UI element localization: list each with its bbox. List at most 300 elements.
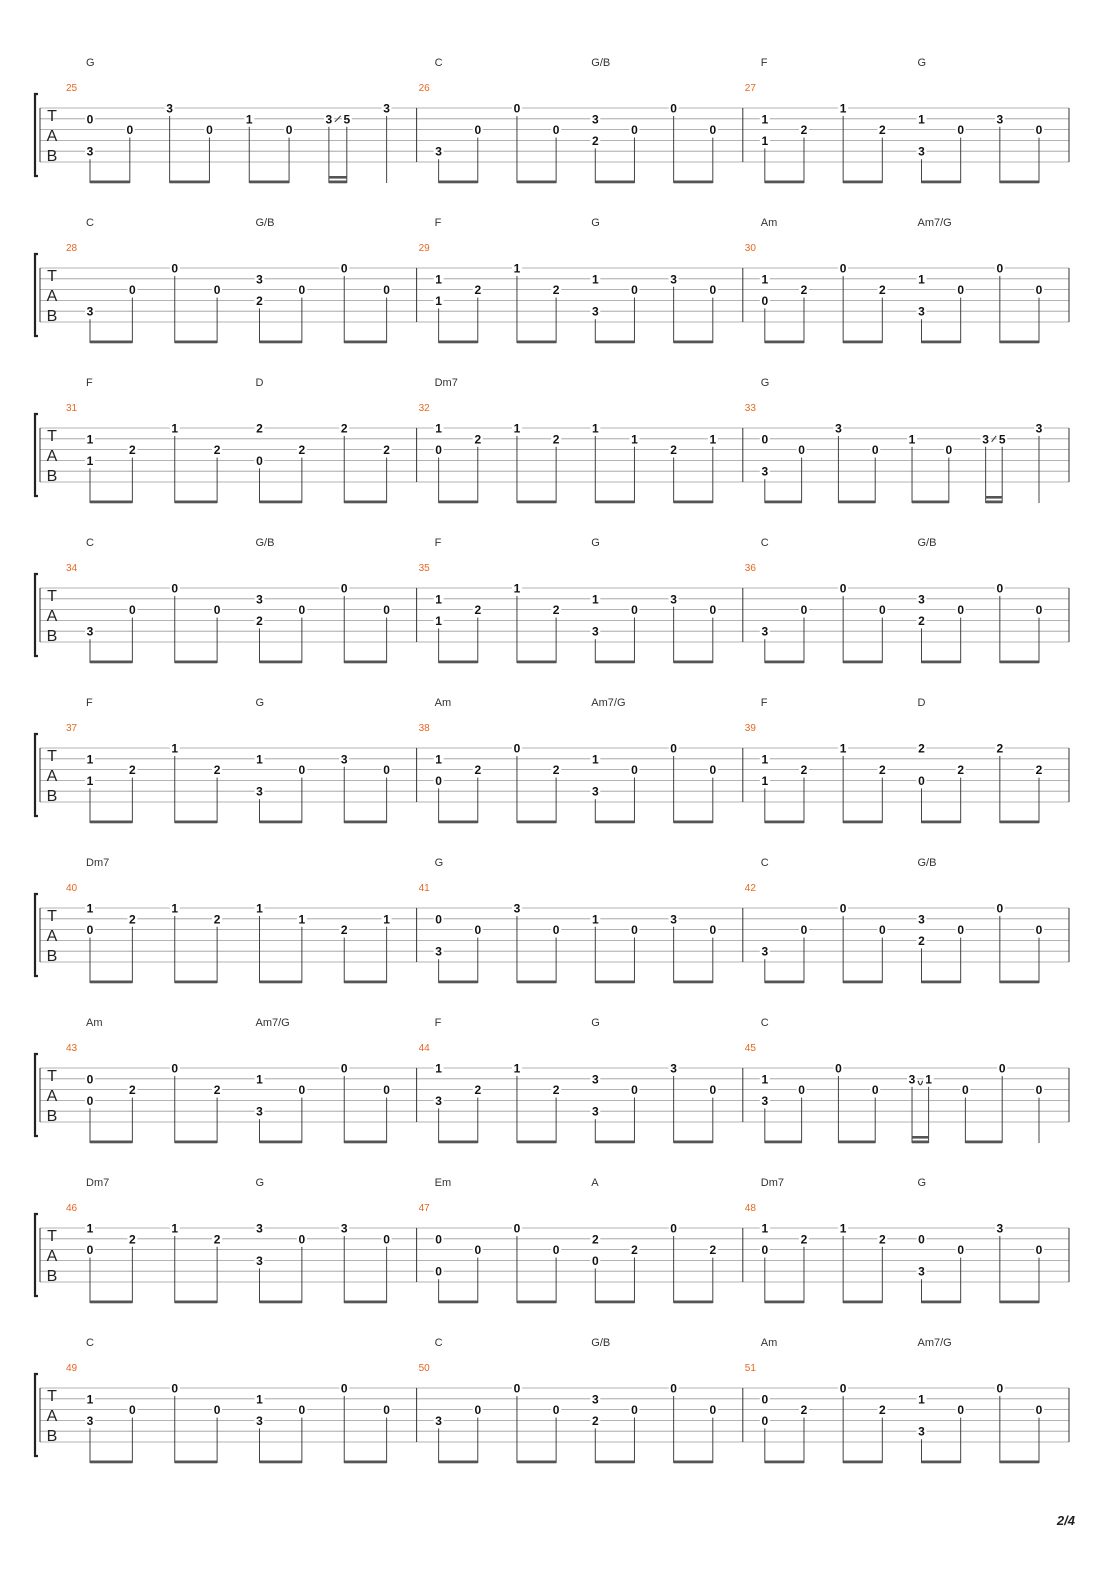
chord-name: Am: [86, 1017, 103, 1029]
fret-number: 2: [383, 443, 390, 458]
fret-number: 0: [631, 763, 638, 778]
measure-number: 37: [66, 723, 78, 734]
fret-number: 2: [1035, 763, 1043, 778]
note-beam: [170, 181, 210, 184]
fret-number: 0: [631, 283, 638, 298]
fret-number: 1: [513, 581, 521, 596]
fret-number: 0: [86, 112, 94, 127]
tab-clef-letter: A: [46, 1088, 58, 1105]
hammer-on-arc: [918, 1081, 923, 1085]
tab-clef-letter: A: [46, 128, 58, 145]
note-beam: [921, 981, 960, 984]
fret-number: 1: [925, 1072, 932, 1087]
fret-number: 0: [513, 1221, 521, 1236]
tab-clef-letter: B: [46, 1428, 58, 1445]
note-beam: [517, 341, 556, 344]
sixteenth-beam: [329, 176, 347, 179]
fret-number: 0: [839, 901, 847, 916]
measure-number: 42: [744, 883, 756, 894]
tab-clef-letter: T: [47, 748, 57, 765]
fret-number: 0: [298, 1403, 306, 1418]
fret-number: 2: [800, 1232, 808, 1247]
fret-number: 3: [256, 592, 263, 607]
fret-number: 3: [86, 1413, 94, 1428]
fret-number: 0: [839, 261, 847, 276]
fret-number: 0: [957, 283, 965, 298]
fret-number: 2: [213, 443, 221, 458]
chord-name: C: [86, 1337, 94, 1349]
fret-number: 2: [591, 1413, 599, 1428]
chord-name: G: [434, 857, 444, 869]
fret-number: 1: [513, 421, 521, 436]
fret-number: 2: [213, 912, 221, 927]
note-beam: [765, 821, 804, 824]
measure-number: 45: [744, 1043, 756, 1054]
chord-name: C: [86, 537, 94, 549]
fret-number: 3: [591, 624, 599, 639]
fret-number: 2: [878, 1403, 886, 1418]
fret-number: 0: [761, 1392, 769, 1407]
fret-number: 0: [513, 741, 521, 756]
fret-number: 1: [839, 741, 847, 756]
fret-number: 2: [709, 1243, 717, 1258]
note-beam: [90, 1461, 132, 1464]
fret-number: 1: [839, 101, 847, 116]
note-beam: [90, 821, 132, 824]
note-beam: [674, 821, 713, 824]
note-beam: [259, 1301, 301, 1304]
note-beam: [765, 1301, 804, 1304]
fret-number: 0: [129, 603, 136, 618]
measure-number: 48: [744, 1203, 756, 1214]
fret-number: 0: [298, 763, 306, 778]
fret-number: 1: [918, 272, 925, 287]
fret-number: 0: [298, 1232, 306, 1247]
measure-number: 47: [418, 1203, 430, 1214]
fret-number: 0: [709, 123, 717, 138]
fret-number: 0: [670, 1221, 677, 1236]
note-beam: [843, 1301, 882, 1304]
measure-number: 29: [418, 243, 430, 254]
system-bracket: [35, 94, 38, 176]
fret-number: 1: [591, 272, 599, 287]
measure-number: 39: [744, 723, 756, 734]
fret-number: 1: [761, 773, 769, 788]
fret-number: 0: [798, 1083, 805, 1098]
chord-name: D: [917, 697, 926, 709]
fret-number: 0: [945, 443, 953, 458]
note-beam: [439, 181, 478, 184]
fret-number: 0: [340, 1381, 348, 1396]
note-beam: [344, 821, 386, 824]
note-beam: [843, 821, 882, 824]
fret-number: 1: [761, 112, 769, 127]
note-beam: [517, 1461, 556, 1464]
note-beam: [90, 341, 132, 344]
chord-name: F: [434, 217, 442, 229]
note-beam: [259, 1461, 301, 1464]
chord-name: G: [255, 697, 265, 709]
fret-number: 3: [918, 1264, 925, 1279]
fret-number: 2: [878, 283, 886, 298]
note-beam: [965, 1141, 1002, 1144]
chord-name: D: [255, 377, 264, 389]
fret-number: 1: [435, 272, 442, 287]
tab-clef-letter: T: [47, 1228, 57, 1245]
fret-number: 2: [918, 933, 925, 948]
fret-number: 3: [86, 304, 94, 319]
fret-number: 1: [86, 773, 94, 788]
fret-number: 2: [474, 432, 482, 447]
tab-clef-letter: B: [46, 788, 58, 805]
fret-number: 3: [591, 1104, 599, 1119]
tab-clef-letter: A: [46, 768, 58, 785]
chord-name: F: [760, 697, 768, 709]
note-beam: [921, 1301, 960, 1304]
measure-number: 44: [418, 1043, 430, 1054]
note-beam: [921, 181, 960, 184]
measure-number: 41: [418, 883, 430, 894]
fret-number: 0: [86, 1072, 94, 1087]
note-beam: [765, 1141, 802, 1144]
fret-number: 0: [129, 283, 136, 298]
fret-number: 0: [213, 283, 221, 298]
note-beam: [90, 1141, 132, 1144]
chord-name: C: [760, 537, 769, 549]
fret-number: 0: [709, 923, 717, 938]
fret-number: 1: [171, 741, 179, 756]
fret-number: 3: [591, 112, 599, 127]
fret-number: 3: [918, 1424, 925, 1439]
fret-number: 1: [298, 912, 306, 927]
note-beam: [912, 1141, 929, 1144]
note-beam: [674, 501, 713, 504]
fret-number: 1: [513, 1061, 521, 1076]
note-beam: [517, 1301, 556, 1304]
fret-number: 3: [761, 464, 769, 479]
fret-number: 1: [513, 261, 521, 276]
note-beam: [921, 661, 960, 664]
fret-number: 0: [383, 603, 390, 618]
fret-number: 0: [798, 443, 805, 458]
system-bracket: [35, 894, 38, 976]
chord-name: G/B: [917, 537, 937, 549]
fret-number: 1: [86, 1221, 94, 1236]
chord-name: G: [591, 217, 600, 229]
chord-name: Am7/G: [917, 217, 952, 229]
fret-number: 0: [213, 603, 221, 618]
fret-number: 0: [996, 581, 1004, 596]
note-beam: [765, 1461, 804, 1464]
fret-number: 2: [800, 763, 808, 778]
fret-number: 3: [835, 421, 842, 436]
chord-name: F: [760, 57, 768, 69]
fret-number: 0: [918, 773, 925, 788]
note-beam: [765, 341, 804, 344]
tab-clef-letter: B: [46, 308, 58, 325]
chord-name: Dm7: [86, 857, 110, 869]
page-number: 2/4: [1056, 1513, 1075, 1528]
note-beam: [765, 501, 802, 504]
note-beam: [595, 661, 634, 664]
note-beam: [674, 1461, 713, 1464]
fret-number: 3: [340, 752, 348, 767]
fret-number: 0: [171, 581, 179, 596]
note-beam: [344, 1141, 386, 1144]
fret-number: 3: [918, 304, 925, 319]
tab-clef-letter: B: [46, 468, 58, 485]
fret-number: 2: [340, 923, 348, 938]
fret-number: 0: [631, 123, 638, 138]
fret-number: 3: [918, 912, 925, 927]
fret-number: 0: [298, 283, 306, 298]
note-beam: [838, 501, 875, 504]
fret-number: 3: [982, 432, 989, 447]
fret-number: 0: [918, 1232, 925, 1247]
fret-number: 0: [298, 1083, 306, 1098]
fret-number: 0: [513, 1381, 521, 1396]
chord-name: G: [591, 537, 600, 549]
chord-name: G/B: [255, 217, 275, 229]
fret-number: 0: [285, 123, 293, 138]
fret-number: 2: [474, 283, 482, 298]
note-beam: [439, 1141, 478, 1144]
note-beam: [439, 1301, 478, 1304]
note-beam: [843, 661, 882, 664]
fret-number: 1: [918, 1392, 925, 1407]
note-beam: [1000, 821, 1039, 824]
fret-number: 0: [957, 603, 965, 618]
note-beam: [595, 981, 634, 984]
tab-clef-letter: T: [47, 268, 57, 285]
fret-number: 3: [591, 1392, 599, 1407]
fret-number: 2: [918, 613, 925, 628]
fret-number: 3: [670, 592, 677, 607]
fret-number: 1: [761, 272, 769, 287]
fret-number: 1: [86, 1392, 94, 1407]
fret-number: 0: [839, 1381, 847, 1396]
fret-number: 0: [631, 1083, 638, 1098]
note-beam: [90, 181, 130, 184]
fret-number: 0: [871, 443, 879, 458]
sixteenth-beam: [912, 1136, 929, 1139]
fret-number: 0: [206, 123, 213, 138]
fret-number: 3: [383, 101, 390, 116]
fret-number: 2: [213, 1083, 221, 1098]
fret-number: 0: [126, 123, 134, 138]
fret-number: 0: [383, 763, 390, 778]
note-beam: [259, 341, 301, 344]
fret-number: 2: [474, 763, 482, 778]
chord-name: G: [86, 57, 95, 69]
chord-name: G: [255, 1177, 265, 1189]
fret-number: 2: [298, 443, 306, 458]
tab-clef-letter: T: [47, 108, 57, 125]
note-beam: [595, 181, 634, 184]
fret-number: 0: [1035, 1243, 1043, 1258]
note-beam: [595, 341, 634, 344]
fret-number: 2: [129, 1232, 136, 1247]
fret-number: 0: [957, 923, 965, 938]
note-beam: [439, 1461, 478, 1464]
measure-number: 33: [744, 403, 756, 414]
chord-name: Dm7: [434, 377, 458, 389]
fret-number: 1: [171, 421, 179, 436]
fret-number: 0: [761, 1413, 769, 1428]
fret-number: 3: [591, 1072, 599, 1087]
fret-number: 3: [325, 112, 333, 127]
fret-number: 0: [213, 1403, 221, 1418]
fret-number: 2: [129, 763, 136, 778]
fret-number: 2: [213, 763, 221, 778]
note-beam: [765, 661, 804, 664]
fret-number: 1: [761, 1072, 769, 1087]
fret-number: 2: [474, 603, 482, 618]
chord-name: F: [86, 697, 93, 709]
fret-number: 3: [513, 901, 521, 916]
fret-number: 0: [709, 603, 717, 618]
system-bracket: [35, 1214, 38, 1296]
fret-number: 0: [435, 1232, 442, 1247]
note-beam: [259, 981, 301, 984]
system-bracket: [35, 574, 38, 656]
note-beam: [1000, 661, 1039, 664]
note-beam: [259, 1141, 301, 1144]
chord-name: C: [760, 857, 769, 869]
fret-number: 0: [171, 1381, 179, 1396]
fret-number: 1: [171, 1221, 179, 1236]
fret-number: 2: [256, 293, 263, 308]
fret-number: 2: [474, 1083, 482, 1098]
note-beam: [517, 661, 556, 664]
fret-number: 2: [878, 123, 886, 138]
note-beam: [344, 661, 386, 664]
fret-number: 0: [670, 101, 677, 116]
tab-clef-letter: A: [46, 928, 58, 945]
measure-number: 51: [744, 1363, 756, 1374]
tab-clef-letter: A: [46, 1408, 58, 1425]
note-beam: [344, 501, 386, 504]
fret-number: 3: [670, 1061, 677, 1076]
note-beam: [765, 181, 804, 184]
measure-number: 50: [418, 1363, 430, 1374]
fret-number: 3: [996, 1221, 1004, 1236]
note-beam: [439, 501, 478, 504]
fret-number: 2: [552, 283, 560, 298]
chord-name: G: [917, 57, 927, 69]
chord-name: F: [434, 1017, 442, 1029]
fret-number: 1: [908, 432, 916, 447]
chord-name: G/B: [255, 537, 275, 549]
fret-number: 0: [800, 603, 808, 618]
fret-number: 0: [631, 603, 638, 618]
fret-number: 0: [513, 101, 521, 116]
fret-number: 5: [343, 112, 351, 127]
fret-number: 0: [878, 603, 886, 618]
note-beam: [175, 661, 217, 664]
fret-number: 2: [552, 1083, 560, 1098]
fret-number: 2: [918, 741, 925, 756]
measure-number: 32: [418, 403, 430, 414]
fret-number: 0: [552, 1403, 560, 1418]
fret-number: 3: [166, 101, 173, 116]
note-beam: [259, 501, 301, 504]
note-beam: [986, 501, 1003, 504]
fret-number: 1: [435, 592, 442, 607]
fret-number: 3: [761, 944, 769, 959]
fret-number: 2: [129, 912, 136, 927]
measure-number: 46: [66, 1203, 78, 1214]
note-beam: [921, 821, 960, 824]
note-beam: [439, 981, 478, 984]
fret-number: 0: [709, 763, 717, 778]
fret-number: 0: [709, 283, 717, 298]
chord-name: C: [86, 217, 94, 229]
fret-number: 3: [435, 1413, 442, 1428]
fret-number: 0: [474, 1403, 482, 1418]
fret-number: 0: [552, 123, 560, 138]
fret-number: 0: [435, 773, 442, 788]
fret-number: 1: [256, 901, 263, 916]
system-bracket: [35, 414, 38, 496]
chord-name: Am: [760, 1337, 778, 1349]
note-beam: [912, 501, 949, 504]
fret-number: 2: [800, 283, 808, 298]
chord-name: G: [917, 1177, 927, 1189]
fret-number: 0: [129, 1403, 136, 1418]
fret-number: 1: [86, 453, 94, 468]
note-beam: [674, 981, 713, 984]
note-beam: [921, 1461, 960, 1464]
note-beam: [843, 981, 882, 984]
fret-number: 0: [761, 293, 769, 308]
measure-number: 27: [744, 83, 756, 94]
note-beam: [344, 1301, 386, 1304]
fret-number: 2: [878, 763, 886, 778]
fret-number: 2: [631, 1243, 638, 1258]
fret-number: 2: [213, 1232, 221, 1247]
fret-number: 2: [800, 1403, 808, 1418]
fret-number: 0: [1035, 923, 1043, 938]
note-beam: [249, 181, 289, 184]
fret-number: 2: [552, 603, 560, 618]
fret-number: 1: [256, 752, 263, 767]
note-beam: [843, 181, 882, 184]
fret-number: 1: [245, 112, 253, 127]
fret-number: 1: [86, 901, 94, 916]
fret-number: 3: [918, 592, 925, 607]
measure-number: 40: [66, 883, 78, 894]
note-beam: [344, 341, 386, 344]
fret-number: 0: [996, 901, 1004, 916]
fret-number: 3: [256, 1253, 263, 1268]
fret-number: 0: [709, 1403, 717, 1418]
note-beam: [344, 981, 386, 984]
note-beam: [517, 501, 556, 504]
fret-number: 0: [962, 1083, 969, 1098]
chord-name: C: [434, 1337, 443, 1349]
fret-number: 0: [800, 923, 808, 938]
fret-number: 1: [435, 752, 442, 767]
measure-number: 26: [418, 83, 430, 94]
chord-name: Dm7: [760, 1177, 785, 1189]
measure-number: 28: [66, 243, 78, 254]
tab-clef-letter: B: [46, 1268, 58, 1285]
fret-number: 1: [591, 421, 599, 436]
fret-number: 1: [839, 1221, 847, 1236]
fret-number: 2: [591, 1232, 599, 1247]
fret-number: 3: [591, 304, 599, 319]
